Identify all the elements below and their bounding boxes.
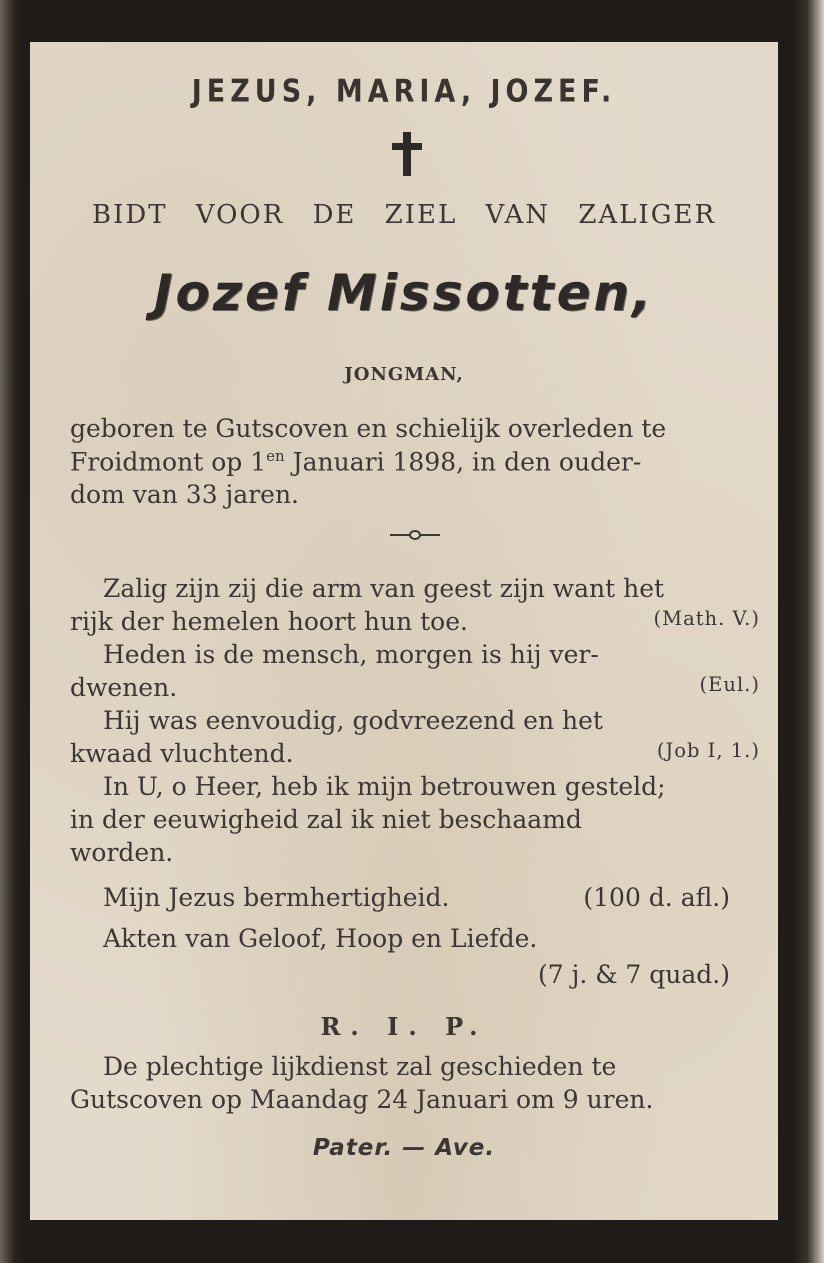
verse-4-line-2: in der eeuwigheid zal ik niet beschaamd bbox=[70, 805, 582, 834]
verse-1-line-2: rijk der hemelen hoort hun toe. (Math. V.) bbox=[70, 607, 760, 636]
verse-2-line-2: dwenen. (Eul.) bbox=[70, 673, 760, 702]
funeral-line-1: De plechtige lijkdienst zal geschieden te bbox=[103, 1052, 617, 1081]
card-paper: JEZUS, MARIA, JOZEF. BIDT VOOR DE ZIEL VAN ZALIGER Jozef Missotten, JONGMAN, geboren te Gutscoven en schielijk overleden te Froidmont op $1^{en}$ Januari 1898, in den ouder- dom van 33 jaren. Zalig zijn zij die arm van geest zijn want het rijk der hemelen hoort hun toe. (Math. V.) Heden is de mensch, morgen is hij ver- dwenen. (Eul.) Hij was eenvoudig, godvreezend en het kwaad vluchtend. (Job I, 1.) In U, o Heer, heb ik mijn betrouwen gesteld; in der eeuwigheid zal ik niet beschaamd worden. Mijn Jezus bermhertigheid. (100 d. afl.) Akten van Geloof, Hoop en Liefde. (7 j. & 7 quad.) R. I. P. De plechtige lijkdienst zal geschieden te Gutscoven op Maandag 24 Januari om 9 uren. Pater. — Ave. bbox=[30, 42, 778, 1220]
verse-1-line-1: Zalig zijn zij die arm van geest zijn want het bbox=[103, 574, 665, 603]
indulgence-1: Mijn Jezus bermhertigheid. (100 d. afl.) bbox=[103, 883, 730, 912]
bio-line-2: Froidmont op $1^{en}$ Januari 1898, in den ouder- bbox=[70, 447, 642, 477]
prayer-line: BIDT VOOR DE ZIEL VAN ZALIGER bbox=[91, 200, 717, 230]
verse-3-line-2: kwaad vluchtend. (Job I, 1.) bbox=[70, 739, 760, 768]
deceased-name: Jozef Missotten, bbox=[153, 264, 655, 322]
latin-cross-icon bbox=[389, 132, 425, 176]
verse-4-line-3: worden. bbox=[70, 838, 174, 867]
header-invocation: JEZUS, MARIA, JOZEF. bbox=[191, 73, 617, 110]
indulgence-2: Akten van Geloof, Hoop en Liefde. bbox=[103, 924, 538, 953]
funeral-line-2: Gutscoven op Maandag 24 Januari om 9 uren. bbox=[70, 1085, 654, 1114]
verse-3-line-1: Hij was eenvoudig, godvreezend en het bbox=[103, 706, 603, 735]
closing-prayer: Pater. — Ave. bbox=[312, 1135, 496, 1161]
verse-4-line-1: In U, o Heer, heb ik mijn betrouwen gesteld; bbox=[103, 772, 666, 801]
verse-2-line-1: Heden is de mensch, morgen is hij ver- bbox=[103, 640, 599, 669]
deceased-status: JONGMAN, bbox=[344, 364, 464, 385]
bio-line-1: geboren te Gutscoven en schielijk overleden te bbox=[70, 414, 667, 443]
rip-line: R. I. P. bbox=[320, 1012, 488, 1041]
bio-line-3: dom van 33 jaren. bbox=[70, 480, 299, 509]
ornamental-separator-icon bbox=[390, 529, 440, 541]
